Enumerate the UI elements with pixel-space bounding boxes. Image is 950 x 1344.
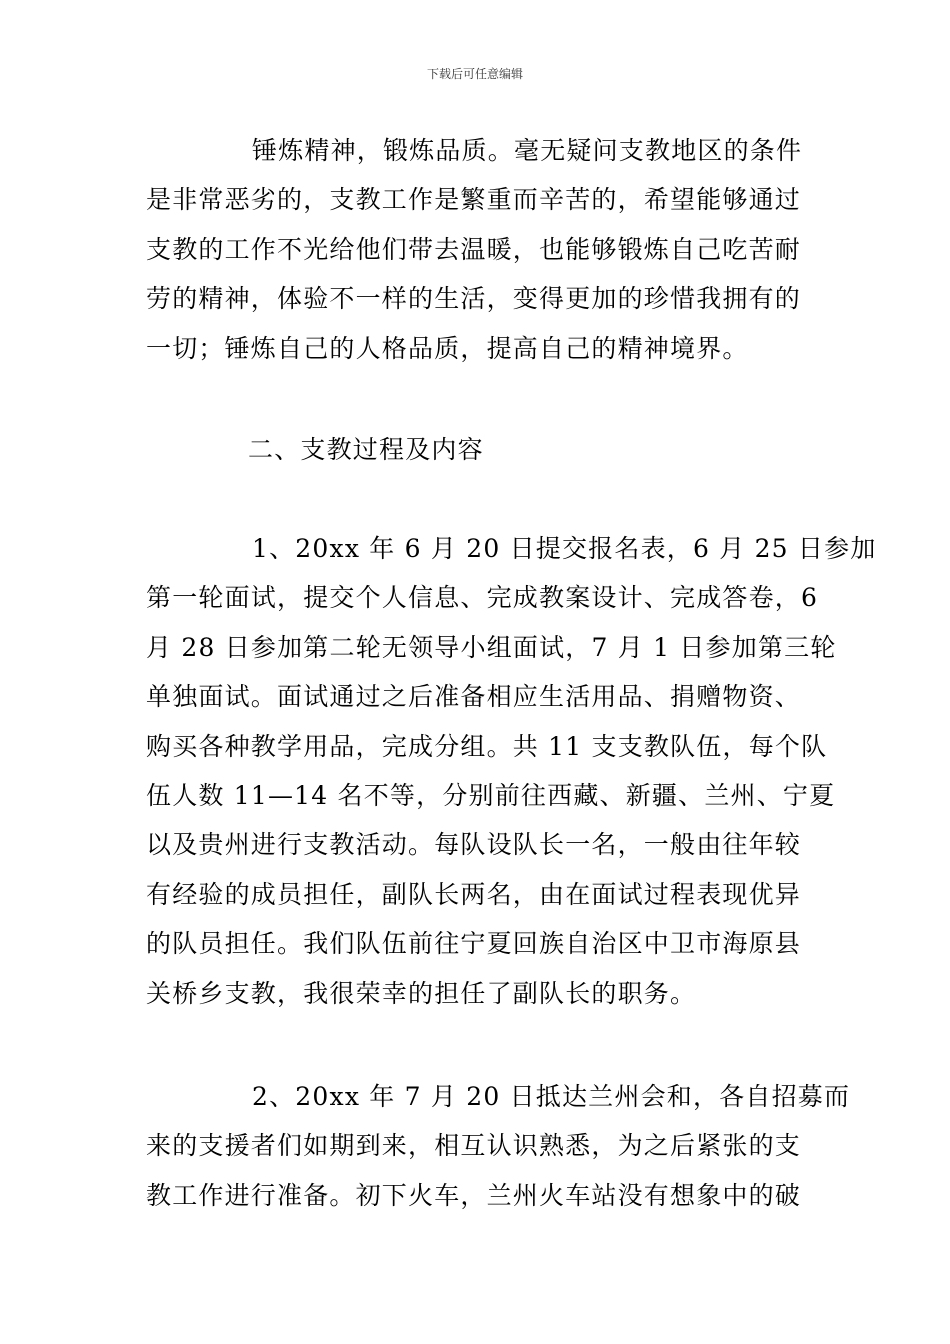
paragraph-line: 2、20xx 年 7 月 20 日抵达兰州会和，各自招募而 (252, 1082, 851, 1111)
paragraph-line: 以及贵州进行支教活动。每队设队长一名，一般由往年较 (146, 830, 802, 860)
paragraph-line: 1、20xx 年 6 月 20 日提交报名表，6 月 25 日参加 (252, 534, 877, 563)
paragraph-process-2 (146, 1072, 851, 1220)
paragraph-line: 伍人数 11—14 名不等，分别前往西藏、新疆、兰州、宁夏 (146, 781, 836, 811)
paragraph-purpose (146, 126, 816, 373)
paragraph-line: 是非常恶劣的，支教工作是繁重而辛苦的，希望能够通过 (146, 185, 802, 215)
paragraph-line: 的队员担任。我们队伍前往宁夏回族自治区中卫市海原县 (146, 929, 802, 959)
paragraph-line: 月 28 日参加第二轮无领导小组面试，7 月 1 日参加第三轮 (146, 632, 837, 662)
paragraph-line: 来的支援者们如期到来，相互认识熟悉，为之后紧张的支 (146, 1131, 802, 1161)
paragraph-line: 第一轮面试，提交个人信息、完成教案设计、完成答卷，6 (146, 583, 819, 613)
paragraph-line: 锤炼精神，锻炼品质。毫无疑问支教地区的条件 (252, 136, 803, 165)
paragraph-line: 购买各种教学用品，完成分组。共 11 支支教队伍，每个队 (146, 731, 828, 761)
paragraph-line: 一切；锤炼自己的人格品质，提高自己的精神境界。 (146, 333, 749, 363)
paragraph-line: 劳的精神，体验不一样的生活，变得更加的珍惜我拥有的 (146, 284, 802, 314)
paragraph-line: 关桥乡支教，我很荣幸的担任了副队长的职务。 (146, 978, 697, 1008)
paragraph-line: 单独面试。面试通过之后准备相应生活用品、捐赠物资、 (146, 682, 802, 712)
paragraph-line: 有经验的成员担任，副队长两名，由在面试过程表现优异 (146, 879, 802, 909)
section-heading: 二、支教过程及内容 (248, 435, 484, 464)
paragraph-line: 教工作进行准备。初下火车，兰州火车站没有想象中的破 (146, 1180, 802, 1210)
paragraph-process-1 (146, 524, 877, 1018)
header-note: 下载后可任意编辑 (426, 67, 523, 81)
paragraph-line: 支教的工作不光给他们带去温暖，也能够锻炼自己吃苦耐 (146, 234, 802, 264)
